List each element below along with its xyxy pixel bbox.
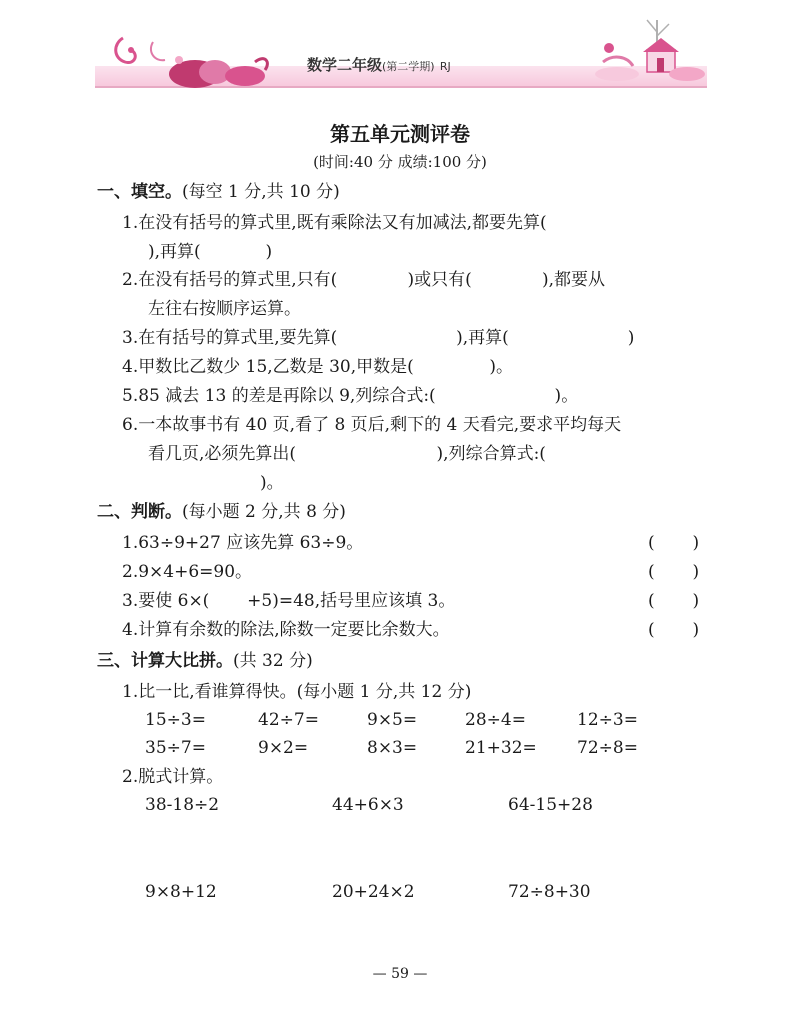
quick-calc-item: 72÷8= [577,738,638,758]
section1-heading-line [97,182,340,202]
fill-item-2-line-2: 左往右按顺序运算。 [148,299,301,319]
section3-points: (共 32 分) [233,651,313,671]
section2-heading: 二、判断。 [97,502,182,522]
judge-answer-3[interactable]: ( ) [648,591,700,611]
fill-item-6-line-3: )。 [260,473,284,493]
fill-item-1-line-1: 1.在没有括号的算式里,既有乘除法又有加减法,都要先算( [122,213,547,233]
fill-item-3: 3.在有括号的算式里,要先算( ),再算( ) [122,328,635,348]
page-title: 第五单元测评卷 [330,122,470,146]
fill-item-6-line-1: 6.一本故事书有 40 页,看了 8 页后,剩下的 4 天看完,要求平均每天 [122,415,622,435]
step-calc-item: 38-18÷2 [145,795,220,815]
section1-points: (每空 1 分,共 10 分) [182,182,340,202]
fill-item-6-line-2: 看几页,必须先算出( ),列综合算式:( [148,444,546,464]
judge-answer-1[interactable]: ( ) [648,533,700,553]
judge-item-1: 1.63÷9+27 应该先算 63÷9。 [122,533,364,553]
step-calc-item: 20+24×2 [332,882,415,902]
quick-calc-item: 42÷7= [258,710,319,730]
quick-calc-item: 9×5= [367,710,418,730]
section3-heading-line [97,651,313,671]
fill-item-2-line-1: 2.在没有括号的算式里,只有( )或只有( ),都要从 [122,270,606,290]
quick-calc-item: 12÷3= [577,710,638,730]
quick-calc-item: 15÷3= [145,710,206,730]
exam-info: (时间:40 分 成绩:100 分) [313,153,487,171]
header-right-decoration [587,12,707,88]
header-term: (第二学期) [382,60,435,73]
step-calc-item: 44+6×3 [332,795,404,815]
step-calc-item: 9×8+12 [145,882,217,902]
step-calc-item: 72÷8+30 [508,882,591,902]
page-header [95,12,707,90]
section2-heading-line [97,502,346,522]
quick-calc-item: 9×2= [258,738,309,758]
judge-answer-2[interactable]: ( ) [648,562,700,582]
calc-sub2-heading: 2.脱式计算。 [122,767,224,787]
fill-item-5: 5.85 减去 13 的差是再除以 9,列综合式:( )。 [122,386,579,406]
header-subject: 数学二年级 [307,56,383,74]
judge-item-4: 4.计算有余数的除法,除数一定要比余数大。 [122,620,450,640]
quick-calc-item: 28÷4= [465,710,526,730]
quick-calc-item: 21+32= [465,738,537,758]
section3-heading: 三、计算大比拼。 [97,651,233,671]
header-edition: RJ [439,60,451,73]
header-title [307,54,451,75]
judge-item-2: 2.9×4+6=90。 [122,562,253,582]
page-number: — 59 — [372,966,428,982]
quick-calc-item: 8×3= [367,738,418,758]
step-calc-item: 64-15+28 [508,795,593,815]
section1-heading: 一、填空。 [97,182,182,202]
header-left-decoration [95,32,285,88]
fill-item-1-line-2: ),再算( ) [148,242,273,262]
section2-points: (每小题 2 分,共 8 分) [182,502,346,522]
calc-sub1-heading: 1.比一比,看谁算得快。(每小题 1 分,共 12 分) [122,682,472,702]
fill-item-4: 4.甲数比乙数少 15,乙数是 30,甲数是( )。 [122,357,514,377]
quick-calc-item: 35÷7= [145,738,206,758]
judge-answer-4[interactable]: ( ) [648,620,700,640]
judge-item-3: 3.要使 6×( +5)=48,括号里应该填 3。 [122,591,456,611]
